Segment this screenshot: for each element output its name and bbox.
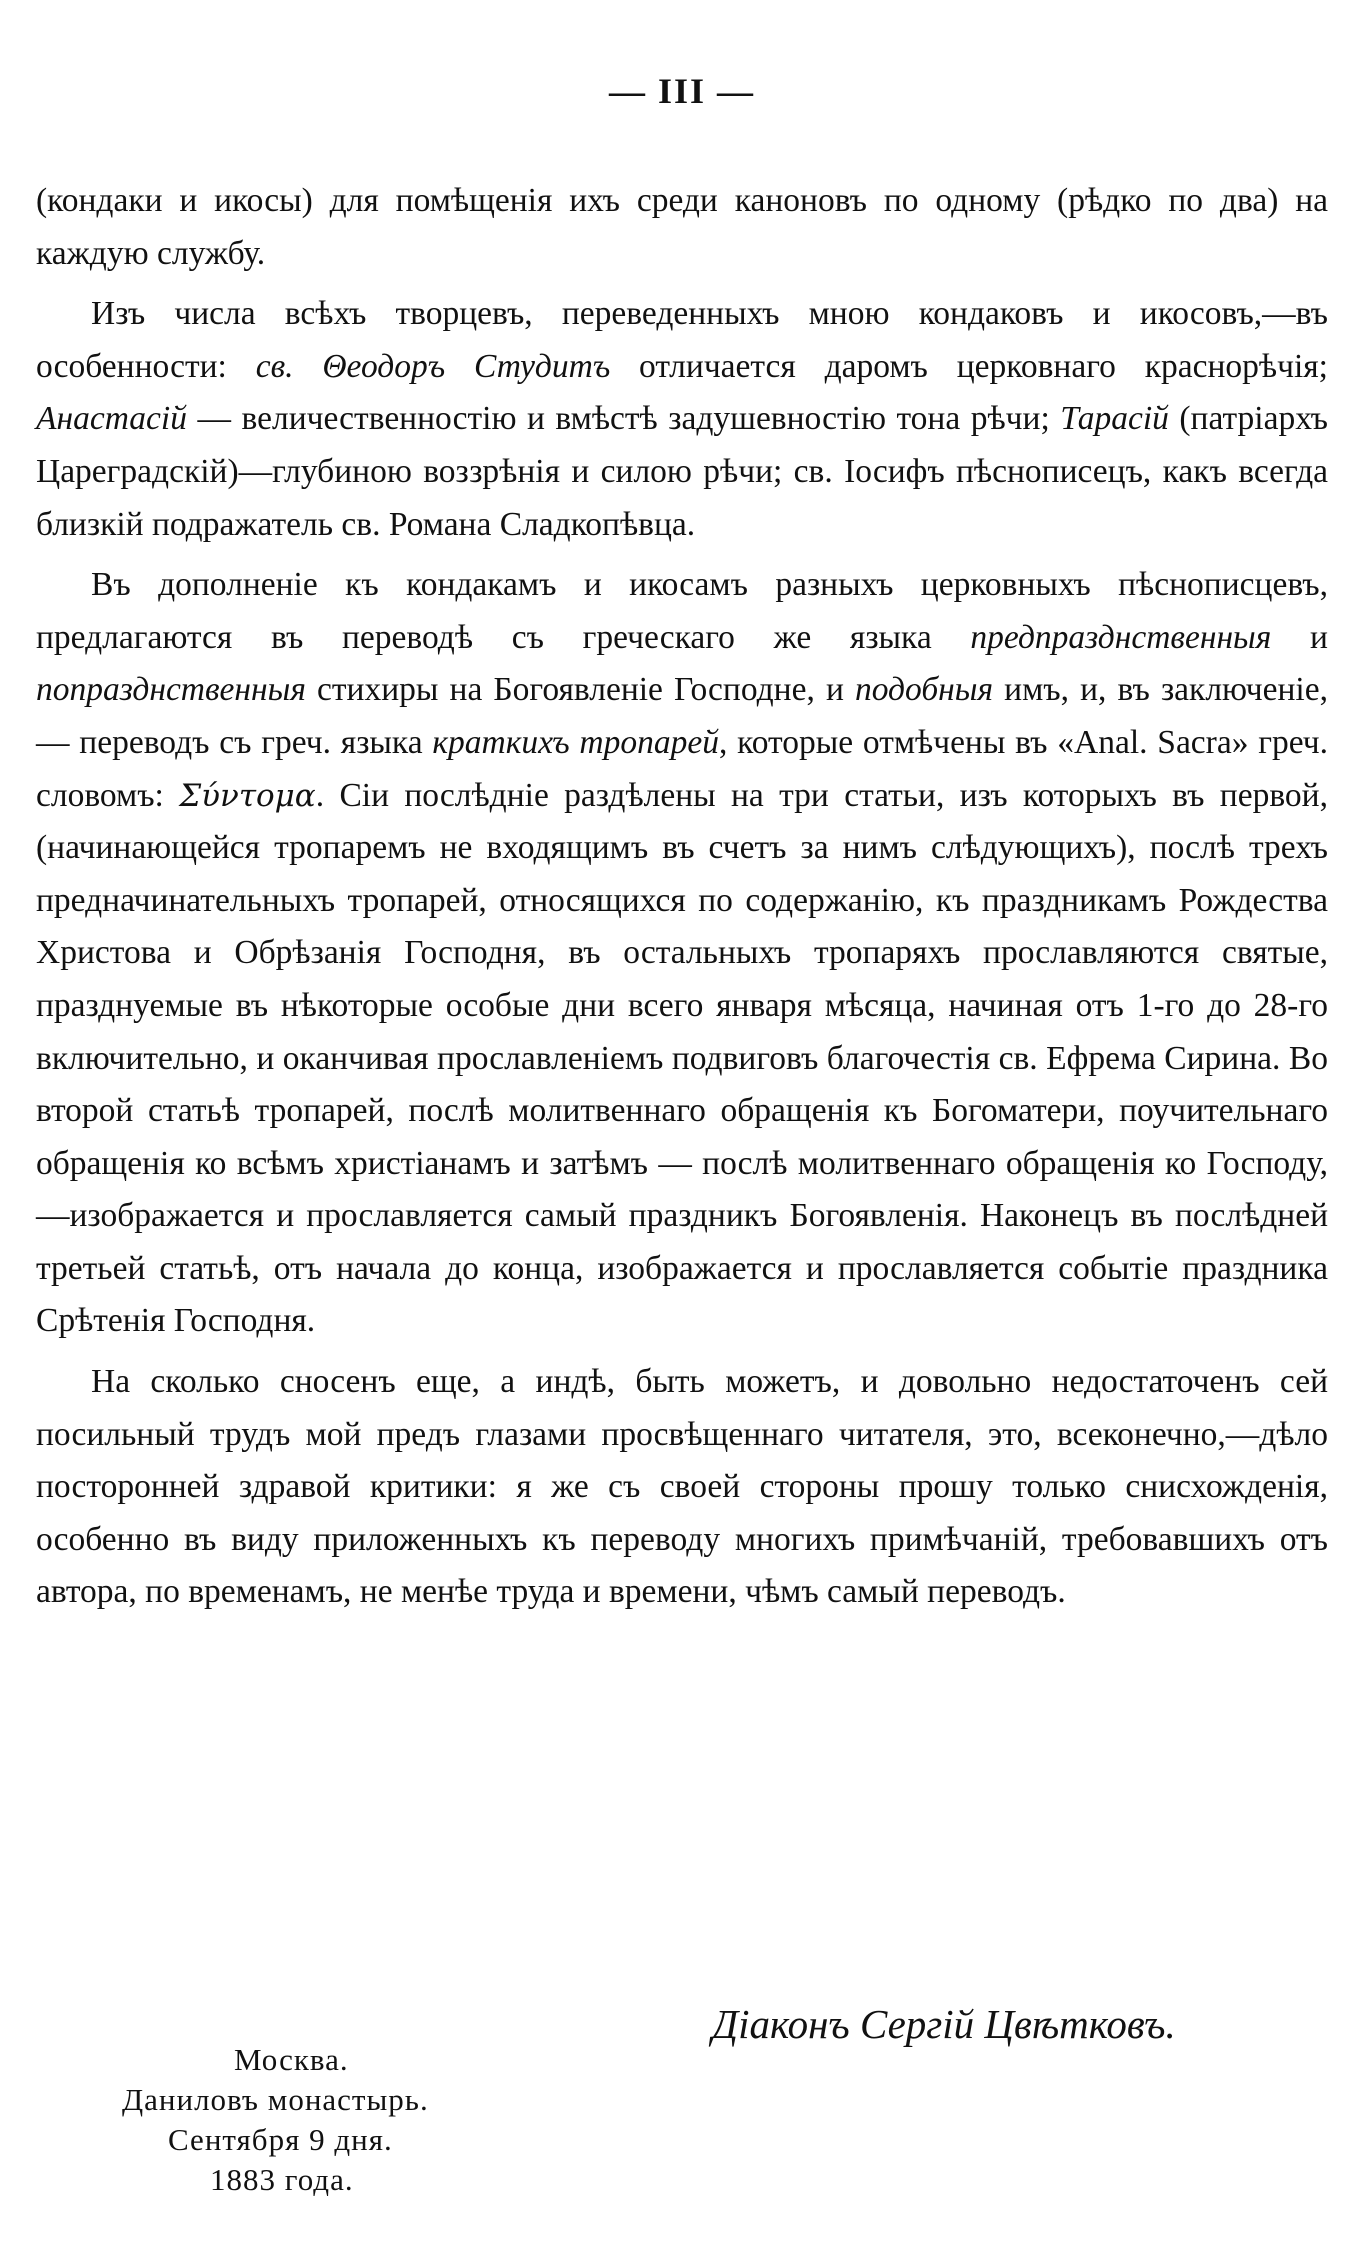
italic-phrase: подобныя [855,671,994,709]
text-run: На сколько сносенъ еще, а индѣ, быть можетъ, и довольно недостаточенъ сей посильный трудъ мой предъ глазами просвѣщеннаго читателя, это, всеконечно,—дѣло посторонней здравой критики: я же съ своей стороны прошу только снисхожденія, особенно въ виду приложенныхъ къ переводу многихъ примѣчаній, требовавшихъ отъ автора, по временамъ, не менѣе труда и времени, чѣмъ самый переводъ. [36,1363,1328,1611]
text-run: . Сіи послѣдніе раздѣлены на три статьи, изъ которыхъ въ первой, (начинающейся тропаремъ не входящимъ въ счетъ за нимъ слѣдующихъ), послѣ трехъ предначинательныхъ тропарей, относящихся по содержанію, къ праздникамъ Рождества Христова и Обрѣзанія Господня, въ остальныхъ тропаряхъ прославляются святые, празднуемые въ нѣкоторые особые дни всего января мѣсяца, начиная отъ 1-го до 28-го включительно, и оканчивая прославленіемъ подвиговъ благочестія св. Ефрема Сирина. Во второй статьѣ тропарей, послѣ молитвеннаго обращенія къ Богоматери, поучительнаго обращенія ко всѣмъ христіанамъ и затѣмъ — послѣ молитвеннаго обращенія ко Господу,—изображается и прославляется самый праздникъ Богоявленія. Наконецъ въ послѣдней третьей статьѣ, отъ начала до конца, изображается и прославляется событіе праздника Срѣтенія Господня. [36,776,1328,1340]
signature: Діаконъ Сергій Цвѣтковъ. [712,2001,1176,2047]
text-run: Въ дополненіе къ кондакамъ и икосамъ разныхъ церковныхъ пѣснописцевъ, предлагаются въ переводѣ съ греческаго же языка [36,566,1328,656]
body-text [36,175,1328,1619]
paragraph-1 [36,175,1328,280]
text-run: (патріархъ Цареградскій)—глубиною воззрѣнія и силою рѣчи; св. Іосифъ пѣснописецъ, какъ всегда близкій подражатель св. Романа Сладкопѣвца. [36,400,1329,543]
paragraph-4 [36,1356,1328,1619]
year-line: 1883 года. [210,2162,354,2197]
place-date-block [110,2040,510,2200]
italic-phrase: св. Θеодоръ Студитъ [255,347,611,385]
italic-phrase: краткихъ тропарей [432,723,719,761]
place-city: Москва. [234,2042,349,2077]
text-run: , которые отмѣчены въ «Anal. Sacra» греч. словомъ: [36,723,1328,814]
text-run: Изъ числа всѣхъ творцевъ, переведенныхъ мною кондаковъ и икосовъ,—въ особенности: [36,295,1328,385]
italic-phrase: попразднственныя [36,671,306,709]
italic-phrase: предпразднственныя [970,618,1272,656]
text-run: — величественностію и вмѣстѣ задушевностію тона рѣчи; [186,400,1061,438]
italic-phrase: Анастасій [36,400,187,438]
place-monastery: Даниловъ монастырь. [122,2082,429,2117]
text-run: и [1271,618,1328,656]
text-run: стихиры на Богоявленіе Господне, и [305,671,855,709]
paragraph-2 [36,288,1328,551]
text-run: отличается даромъ церковнаго краснорѣчія; [610,347,1328,385]
text-run: (кондаки и икосы) для помѣщенія ихъ среди каноновъ по одному (рѣдко по два) на каждую службу. [36,182,1328,272]
page-number: — III — [608,71,756,111]
paragraph-3 [36,559,1328,1348]
italic-phrase: Тарасій [1060,400,1169,438]
text-run: имъ, и, въ заключеніе, — переводъ съ греч. языка [36,671,1328,761]
greek-word: Σύντομα [179,777,316,814]
date-line: Сентября 9 дня. [168,2122,393,2157]
